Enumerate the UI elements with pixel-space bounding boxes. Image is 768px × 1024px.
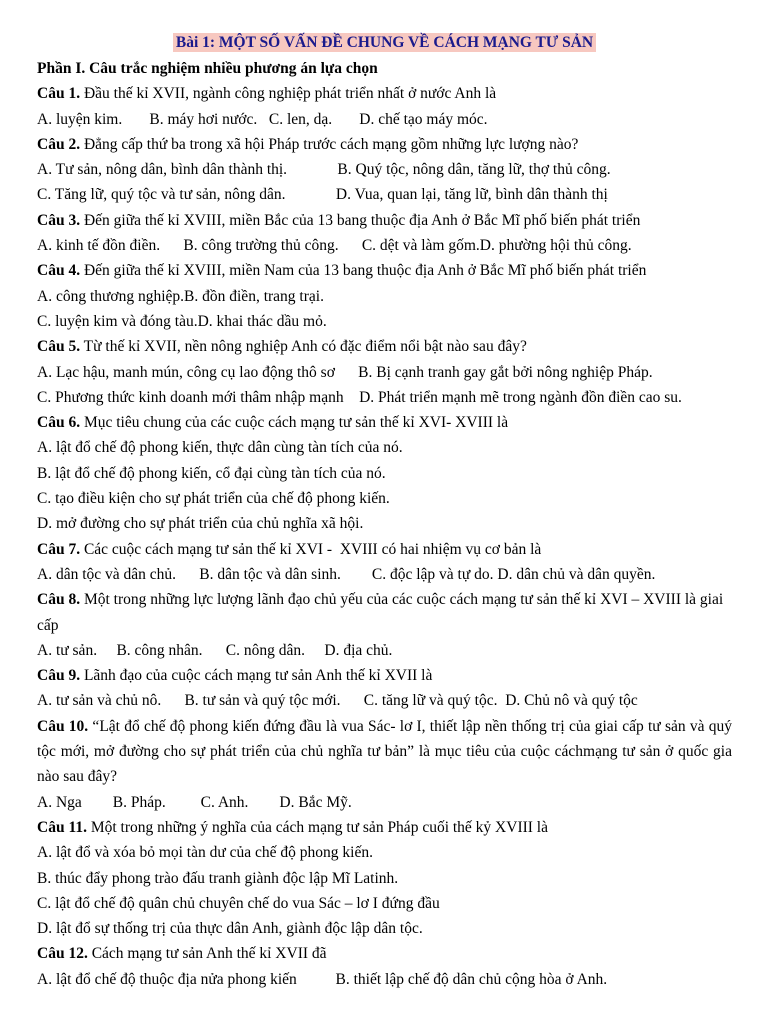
question-6 bbox=[37, 410, 732, 435]
question-text: Từ thế kỉ XVII, nền nông nghiệp Anh có đặc điểm nổi bật nào sau đây? bbox=[80, 338, 527, 356]
question-1-options: A. luyện kim. B. máy hơi nước. C. len, dạ. D. chế tạo máy móc. bbox=[37, 110, 488, 128]
part-heading: Phần I. Câu trắc nghiệm nhiều phương án lựa chọn bbox=[37, 60, 378, 77]
question-text: Một trong những ý nghĩa của cách mạng tư sản Pháp cuối thế kỷ XVIII là bbox=[86, 818, 548, 836]
question-label: Câu 11. bbox=[37, 818, 87, 836]
question-12-options: A. lật đổ chế độ thuộc địa nửa phong kiến B. thiết lập chế độ dân chủ cộng hòa ở Anh. bbox=[37, 970, 608, 988]
question-7 bbox=[37, 537, 732, 562]
question-5-options-row-1: A. Lạc hậu, manh mún, công cụ lao động thô sơ B. Bị cạnh tranh gay gắt bởi nông nghiệp Pháp. bbox=[37, 363, 653, 381]
question-10-options: A. Nga B. Pháp. C. Anh. D. Bắc Mỹ. bbox=[37, 793, 352, 811]
question-text: “Lật đổ chế độ phong kiến đứng đầu là vua Sác- lơ I, thiết lập nền thống trị của giai cấp tư sản và quý tộc mới, mở đường cho sự phát triển của chủ nghĩa tư bản” là mục tiêu của cuộc cáchmạng tư sản ở quốc gia nào sau đây? bbox=[37, 717, 732, 786]
question-label: Câu 9. bbox=[37, 667, 81, 685]
question-2-options-row-1: A. Tư sản, nông dân, bình dân thành thị. B. Quý tộc, nông dân, tăng lữ, thợ thủ công. bbox=[37, 161, 611, 179]
question-text: Các cuộc cách mạng tư sản thế kỉ XVI - XVIII có hai nhiệm vụ cơ bản là bbox=[80, 540, 542, 558]
question-6-option-c: C. tạo điều kiện cho sự phát triển của chế độ phong kiến. bbox=[37, 490, 390, 508]
question-label: Câu 12. bbox=[37, 945, 88, 963]
question-9 bbox=[37, 663, 732, 688]
question-2-options-row-2: C. Tăng lữ, quý tộc và tư sản, nông dân. D. Vua, quan lại, tăng lữ, bình dân thành thị bbox=[37, 186, 608, 204]
question-label: Câu 3. bbox=[37, 211, 81, 229]
question-6-option-b: B. lật đổ chế độ phong kiến, cổ đại cùng tàn tích của nó. bbox=[37, 464, 386, 482]
question-6-option-d: D. mở đường cho sự phát triển của chủ nghĩa xã hội. bbox=[37, 515, 364, 533]
question-1 bbox=[37, 81, 732, 106]
question-text: Một trong những lực lượng lãnh đạo chủ yếu của các cuộc cách mạng tư sản thế kỉ XVI – XVIII là giai cấp bbox=[37, 591, 724, 634]
question-text: Đẳng cấp thứ ba trong xã hội Pháp trước cách mạng gồm những lực lượng nào? bbox=[80, 135, 579, 153]
question-8-options: A. tư sản. B. công nhân. C. nông dân. D. địa chủ. bbox=[37, 641, 393, 659]
question-label: Câu 7. bbox=[37, 540, 81, 558]
question-7-options: A. dân tộc và dân chủ. B. dân tộc và dân sinh. C. độc lập và tự do. D. dân chủ và dân quyền. bbox=[37, 565, 656, 583]
question-9-options: A. tư sản và chủ nô. B. tư sản và quý tộc mới. C. tăng lữ và quý tộc. D. Chủ nô và quý tộc bbox=[37, 692, 638, 710]
question-3 bbox=[37, 208, 732, 233]
question-11 bbox=[37, 815, 732, 840]
question-label: Câu 2. bbox=[37, 135, 81, 153]
question-5-options-row-2: C. Phương thức kinh doanh mới thâm nhập mạnh D. Phát triển mạnh mẽ trong ngành đồn điền cao su. bbox=[37, 388, 682, 406]
title-row bbox=[37, 30, 732, 56]
question-4 bbox=[37, 258, 732, 283]
question-10 bbox=[37, 714, 732, 790]
question-4-options-row-2: C. luyện kim và đóng tàu.D. khai thác dầu mỏ. bbox=[37, 312, 327, 330]
question-5 bbox=[37, 334, 732, 359]
question-8 bbox=[37, 587, 732, 638]
question-label: Câu 1. bbox=[37, 85, 81, 103]
question-11-option-b: B. thúc đẩy phong trào đấu tranh giành độc lập Mĩ Latinh. bbox=[37, 869, 399, 887]
question-label: Câu 4. bbox=[37, 262, 81, 280]
question-6-option-a: A. lật đổ chế độ phong kiến, thực dân cùng tàn tích của nó. bbox=[37, 439, 403, 457]
question-text: Đầu thế kỉ XVII, ngành công nghiệp phát triển nhất ở nước Anh là bbox=[80, 85, 497, 103]
question-label: Câu 10. bbox=[37, 717, 89, 735]
question-label: Câu 5. bbox=[37, 338, 81, 356]
question-11-option-d: D. lật đổ sự thống trị của thực dân Anh, giành độc lập dân tộc. bbox=[37, 920, 423, 938]
question-text: Cách mạng tư sản Anh thế kỉ XVII đã bbox=[87, 945, 327, 963]
question-4-options-row-1: A. công thương nghiệp.B. đồn điền, trang trại. bbox=[37, 287, 324, 305]
question-label: Câu 6. bbox=[37, 414, 81, 432]
question-12 bbox=[37, 941, 732, 966]
question-11-option-a: A. lật đổ và xóa bỏ mọi tàn dư của chế độ phong kiến. bbox=[37, 844, 373, 862]
question-label: Câu 8. bbox=[37, 591, 81, 609]
question-text: Đến giữa thế kỉ XVIII, miền Bắc của 13 bang thuộc địa Anh ở Bắc Mĩ phố biến phát triển bbox=[80, 211, 641, 229]
question-text: Đến giữa thế kỉ XVIII, miền Nam của 13 bang thuộc địa Anh ở Bắc Mĩ phố biến phát triển bbox=[80, 262, 647, 280]
lesson-title: Bài 1: MỘT SỐ VẤN ĐỀ CHUNG VỀ CÁCH MẠNG TƯ SẢN bbox=[173, 33, 596, 52]
question-2 bbox=[37, 132, 732, 157]
question-text: Lãnh đạo của cuộc cách mạng tư sản Anh thế kỉ XVII là bbox=[80, 667, 433, 685]
question-3-options: A. kinh tế đồn điền. B. công trường thủ công. C. dệt và làm gốm.D. phường hội thủ công. bbox=[37, 237, 632, 255]
question-11-option-c: C. lật đổ chế độ quân chủ chuyên chế do vua Sác – lơ I đứng đầu bbox=[37, 894, 440, 912]
question-text: Mục tiêu chung của các cuộc cách mạng tư sản thế kỉ XVI- XVIII là bbox=[80, 414, 509, 432]
